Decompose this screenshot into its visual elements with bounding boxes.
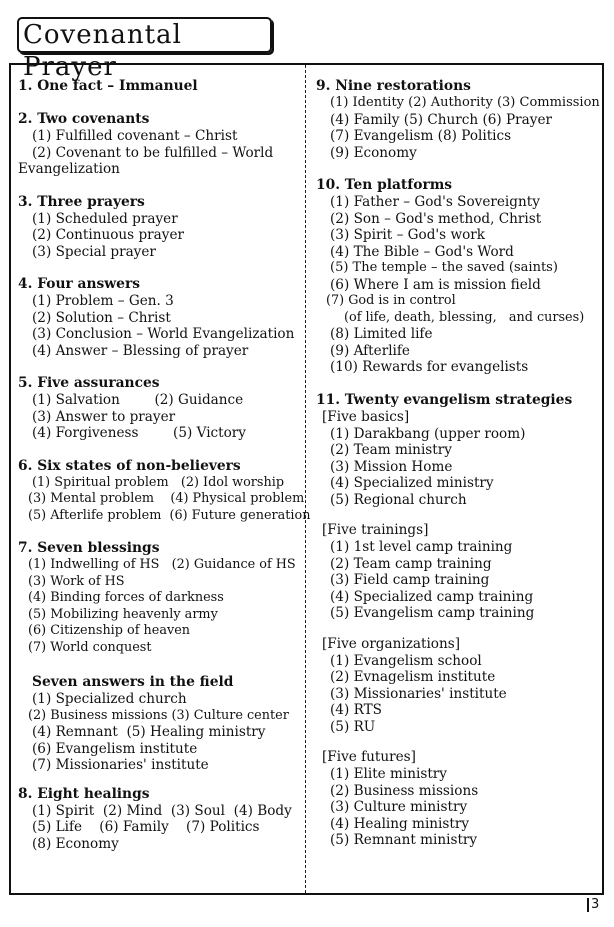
list-item: (7) World conquest [28, 639, 152, 655]
list-item: (9) Economy [330, 144, 417, 161]
section-two-covenants [18, 111, 302, 178]
list-item: (4) RTS [330, 702, 382, 718]
list-item: (4) Specialized ministry [330, 475, 494, 491]
list-item: (3) Missionaries' institute [330, 685, 507, 702]
list-item: (1) Scheduled prayer [32, 210, 178, 227]
list-item: (7) God is in control [326, 293, 456, 308]
list-item: (4) The Bible – God's Word [330, 243, 514, 260]
group-label: [Five organizations] [322, 635, 461, 652]
list-item: (5) Afterlife problem (6) Future generation [28, 507, 311, 523]
document-title: Covenantal Prayer [17, 17, 272, 53]
list-item: (1) Spiritual problem (2) Idol worship [32, 474, 285, 490]
list-item: (4) Answer – Blessing of prayer [32, 342, 249, 359]
list-item: (3) Mission Home [330, 458, 453, 475]
list-item: (4) Healing ministry [330, 815, 470, 832]
list-item: (6) Evangelism institute [32, 740, 198, 757]
group-label: [Five trainings] [322, 522, 429, 538]
page-number: 3 [587, 898, 599, 912]
list-item: (5) Life (6) Family (7) Politics [32, 819, 260, 835]
list-item: (7) Evangelism (8) Politics [330, 128, 512, 144]
list-item: (1) Salvation (2) Guidance [32, 392, 244, 408]
group-label: [Five basics] [322, 408, 410, 425]
section-heading: 10. Ten platforms [316, 177, 453, 193]
list-item: (2) Continuous prayer [32, 227, 185, 243]
list-item: (5) The temple – the saved (saints) [330, 260, 558, 275]
section-one-fact [18, 78, 302, 95]
list-item: (3) Spirit – God's work [330, 227, 486, 243]
list-item: (2) Solution – Christ [32, 309, 171, 326]
list-item: (6) Citizenship of heaven [28, 623, 191, 638]
group-label: [Five futures] [322, 749, 416, 765]
section-heading: 4. Four answers [18, 276, 140, 292]
list-item: (1) Elite ministry [330, 766, 447, 782]
list-item: (3) Conclusion – World Evangelization [32, 326, 295, 342]
list-item: (5) Regional church [330, 491, 467, 508]
list-item: (1) Indwelling of HS (2) Guidance of HS [28, 557, 296, 572]
section-eleven-strategies [316, 392, 600, 849]
section-six-states [18, 457, 311, 525]
list-item: (3) Culture ministry [330, 799, 468, 815]
section-seven-blessings [18, 540, 302, 774]
section-three-prayers [18, 194, 302, 261]
section-heading: 9. Nine restorations [316, 78, 471, 94]
section-heading: 5. Five assurances [18, 375, 160, 391]
section-heading: 1. One fact – Immanuel [18, 78, 198, 94]
section-ten-platforms [316, 177, 600, 376]
list-item: (1) Father – God's Sovereignty [330, 194, 540, 210]
list-item: (5) RU [330, 718, 376, 735]
list-item: (3) Field camp training [330, 572, 490, 588]
right-column [316, 78, 600, 865]
list-item: (3) Special prayer [32, 243, 156, 260]
list-item: (1) Evangelism school [330, 652, 482, 669]
list-item: (3) Mental problem (4) Physical problem [28, 491, 305, 506]
list-item: (6) Where I am is mission field [330, 276, 541, 293]
list-item: (2) Son – God's method, Christ [330, 210, 542, 227]
list-item: (7) Missionaries' institute [32, 757, 209, 773]
list-item: (1) Darakbang (upper room) [330, 425, 526, 442]
list-item: (1) Specialized church [32, 691, 187, 707]
list-item: (2) Team camp training [330, 555, 492, 572]
list-item: (4) Forgiveness (5) Victory [32, 425, 246, 441]
section-heading: 8. Eight healings [18, 785, 150, 802]
section-heading: 2. Two covenants [18, 111, 150, 127]
list-item: (4) Binding forces of darkness [28, 590, 224, 605]
section-nine-restorations [316, 78, 600, 161]
list-item: (3) Answer to prayer [32, 408, 176, 425]
list-item: (1) 1st level camp training [330, 539, 513, 555]
section-heading: 7. Seven blessings [18, 540, 160, 556]
list-item: (1) Identity (2) Authority (3) Commission [330, 95, 600, 110]
list-item: (5) Evangelism camp training [330, 605, 535, 621]
left-column [18, 78, 311, 868]
section-four-answers [18, 276, 302, 359]
list-item: (9) Afterlife [330, 342, 410, 359]
subsection-heading: Seven answers in the field [32, 674, 234, 690]
list-item: (10) Rewards for evangelists [330, 359, 529, 375]
list-item: (1) Problem – Gen. 3 [32, 293, 174, 309]
list-item: (4) Specialized camp training [330, 588, 534, 605]
list-item: (8) Limited life [330, 326, 433, 342]
section-five-assurances [18, 375, 302, 442]
section-heading: 3. Three prayers [18, 193, 145, 210]
section-eight-healings [18, 786, 302, 853]
list-item: (8) Economy [32, 835, 119, 852]
section-heading: 11. Twenty evangelism strategies [316, 391, 573, 408]
section-heading: 6. Six states of non-believers [18, 457, 241, 474]
list-item: (5) Remnant ministry [330, 832, 478, 848]
list-item: (2) Covenant to be fulfilled – World Evangelization [18, 144, 274, 177]
list-item: (5) Mobilizing heavenly army [28, 606, 218, 622]
list-item: (4) Remnant (5) Healing ministry [32, 724, 266, 740]
list-item: (1) Fulfilled covenant – Christ [32, 128, 238, 144]
list-item: (4) Family (5) Church (6) Prayer [330, 111, 552, 128]
list-item: (1) Spirit (2) Mind (3) Soul (4) Body [32, 802, 292, 819]
list-item: (2) Team ministry [330, 442, 452, 458]
list-item: (2) Evnagelism institute [330, 669, 496, 685]
list-item-continued: (of life, death, blessing, and curses) [344, 309, 585, 325]
list-item: (3) Work of HS [28, 573, 125, 589]
list-item: (2) Business missions [330, 782, 479, 799]
column-divider [305, 65, 306, 893]
list-item: (2) Business missions (3) Culture center [28, 707, 289, 723]
